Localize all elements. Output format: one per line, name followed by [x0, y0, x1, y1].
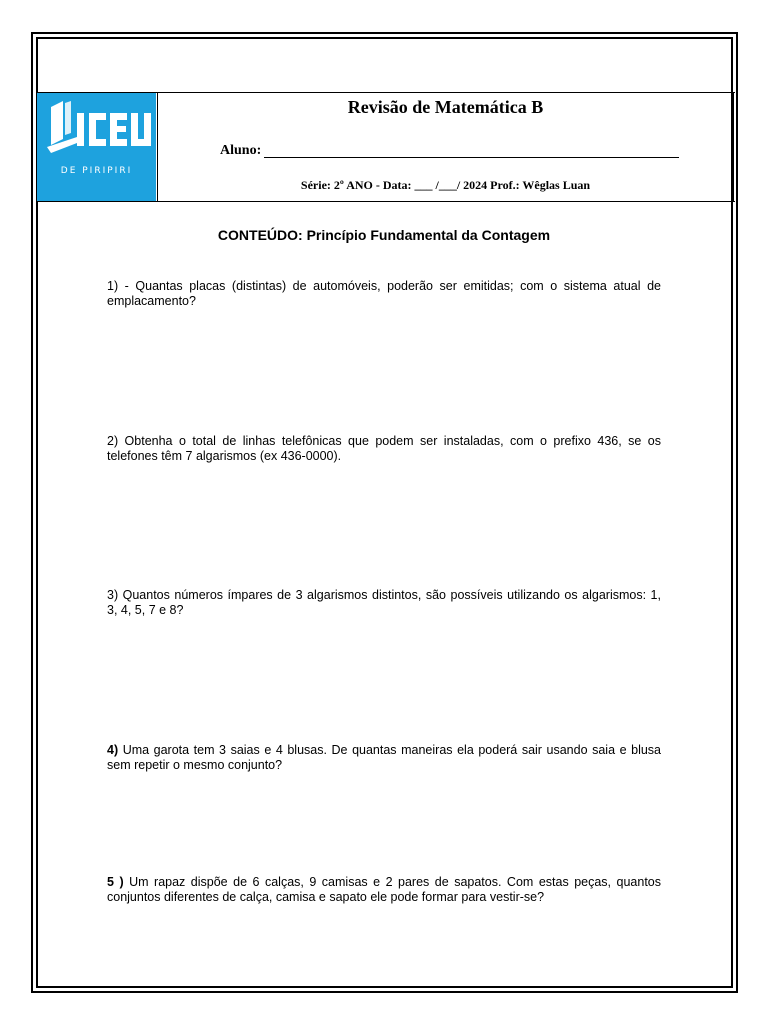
question-5: 5 ) Um rapaz dispõe de 6 calças, 9 camisas e 2 pares de sapatos. Com estas peças, quantos conjuntos diferentes de calça, camisa e sapato ele pode formar para vestir-se?: [107, 875, 661, 904]
class-info: Série: 2º ANO - Data: ___ /___/ 2024 Prof.: Wêglas Luan: [300, 178, 591, 192]
student-label: Aluno:: [220, 143, 262, 158]
school-logo: [37, 93, 156, 201]
question-3: 3) Quantos números ímpares de 3 algarismos distintos, são possíveis utilizando os algarismos: 1, 3, 4, 5, 7 e 8?: [107, 588, 661, 617]
book-letter-l-icon: [37, 93, 156, 201]
content-title: CONTEÚDO: Princípio Fundamental da Contagem: [217, 227, 551, 243]
header-title-cell: [157, 93, 734, 201]
logo-subtitle: DE PIRIPIRI: [60, 166, 133, 176]
question-1: 1) - Quantas placas (distintas) de automóveis, poderão ser emitidas; com o sistema atual de emplacamento?: [107, 279, 661, 308]
question-number: 5 ): [107, 875, 124, 889]
page-title: Revisão de Matemática B: [347, 97, 544, 117]
question-2: 2) Obtenha o total de linhas telefônicas que podem ser instaladas, com o prefixo 436, se os telefones têm 7 algarismos (ex 436-0000).: [107, 434, 661, 463]
question-4: 4) Uma garota tem 3 saias e 4 blusas. De quantas maneiras ela poderá sair usando saia e blusa sem repetir o mesmo conjunto?: [107, 743, 661, 772]
question-number: 4): [107, 743, 119, 757]
student-name-line: [264, 157, 679, 158]
